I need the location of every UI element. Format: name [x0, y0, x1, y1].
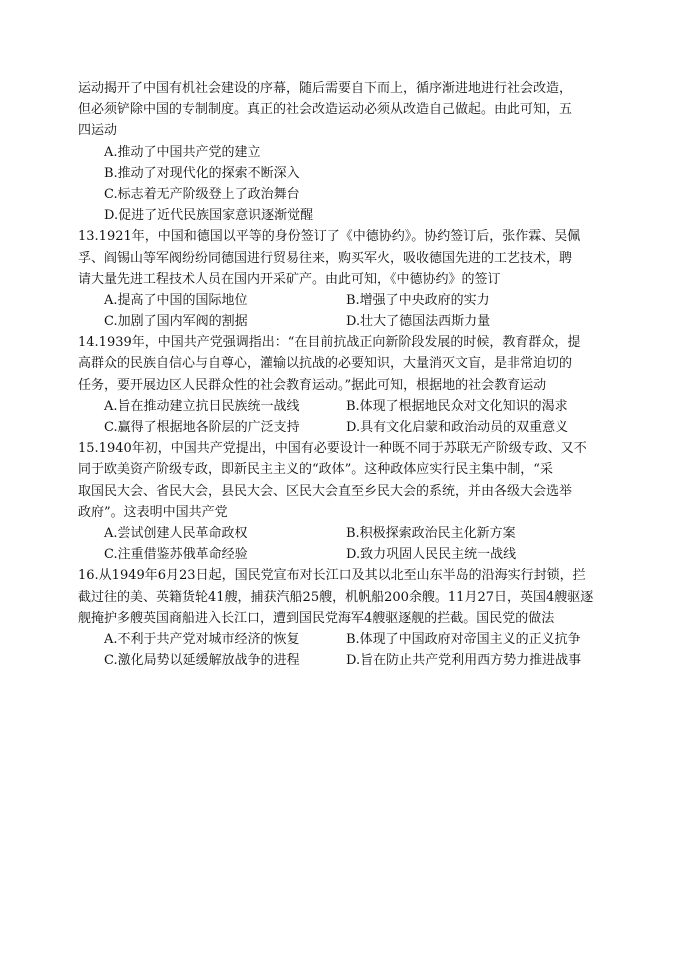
- question-text-line: 舰掩护多艘英国商船进入长江口，遭到国民党海军4艘驱逐舰的拦截。国民党的做法: [78, 610, 555, 626]
- option-d[interactable]: D.具有文化启蒙和政治动员的双重意义: [346, 420, 569, 435]
- question-text-line: 运动揭开了中国有机社会建设的序幕，随后需要自下而上，循序渐进地进行社会改造，: [78, 81, 573, 96]
- question-text-line: 四运动: [78, 123, 118, 139]
- exam-page: [78, 78, 616, 671]
- question-14-options: [78, 396, 616, 438]
- option-a[interactable]: A.旨在推动建立抗日民族统一战线: [104, 398, 300, 414]
- question-text-line: 15.1940年初，中国共产党提出，中国有必要设计一种既不同于苏联无产阶级专政、又不: [78, 441, 587, 457]
- question-12-stem: [78, 78, 616, 142]
- option-b[interactable]: B.体现了根据地民众对文化知识的渴求: [346, 398, 568, 414]
- question-text-line: 政府”。这表明中国共产党: [78, 504, 228, 520]
- option-c[interactable]: C.标志着无产阶级登上了政治舞台: [104, 186, 300, 202]
- option-a[interactable]: A.提高了中国的国际地位: [104, 292, 248, 308]
- question-16-options: [78, 629, 616, 671]
- question-15-options: [78, 523, 616, 565]
- option-d[interactable]: D.壮大了德国法西斯力量: [346, 314, 491, 330]
- question-text-line: 截过往的美、英籍货轮41艘，捕获汽船25艘，机帆船200余艘。11月27日，英国4艘驱逐: [78, 589, 594, 605]
- question-text-line: 取国民大会、省民大会，县民大会、区民大会直至乡民大会的系统，并由各级大会选举: [78, 483, 573, 499]
- question-14-stem: [78, 332, 616, 396]
- question-text-line: 高群众的民族自信心与自尊心，灌输以抗战的必要知识，大量消灭文盲，是非常迫切的: [78, 356, 573, 372]
- question-text-line: 孚、阎锡山等军阀纷纷同德国进行贸易往来，购买军火，吸收德国先进的工艺技术，聘: [78, 250, 573, 266]
- question-text-line: 13.1921年，中国和德国以平等的身份签订了《中德协约》。协约签订后，张作霖、吴佩: [78, 229, 581, 245]
- question-text-line: 16.从1949年6月23日起，国民党宣布对长江口及其以北至山东半岛的沿海实行封锁，拦: [78, 568, 586, 584]
- option-b[interactable]: B.体现了中国政府对帝国主义的正义抗争: [346, 631, 581, 647]
- option-a[interactable]: A.不利于共产党对城市经济的恢复: [104, 631, 300, 647]
- question-13-stem: [78, 226, 616, 290]
- question-15-stem: [78, 438, 616, 523]
- option-a[interactable]: A.尝试创建人民革命政权: [104, 525, 248, 541]
- question-13-options: [78, 290, 616, 332]
- question-text-line: 任务，要开展边区人民群众性的社会教育运动。”据此可知，根据地的社会教育运动: [78, 377, 547, 393]
- option-d[interactable]: D.促进了近代民族国家意识逐渐觉醒: [104, 208, 314, 224]
- option-b[interactable]: B.增强了中央政府的实力: [346, 292, 490, 308]
- option-c[interactable]: C.赢得了根据地各阶层的广泛支持: [104, 420, 300, 435]
- option-a[interactable]: A.推动了中国共产党的建立: [104, 144, 261, 160]
- question-text-line: 请大量先进工程技术人员在国内开采矿产。由此可知，《中德协约》的签订: [78, 271, 501, 287]
- option-c[interactable]: C.加剧了国内军阀的割据: [104, 314, 248, 330]
- option-d[interactable]: D.旨在防止共产党利用西方势力推进战事: [346, 653, 582, 669]
- question-text-line: 同于欧美资产阶级专政，即新民主主义的“政体”。这种政体应实行民主集中制，“采: [78, 462, 553, 478]
- option-c[interactable]: C.激化局势以延缓解放战争的进程: [104, 653, 300, 669]
- question-text-line: 14.1939年，中国共产党强调指出：“在目前抗战正向新阶段发展的时候，教育群众，提: [78, 335, 581, 351]
- option-b[interactable]: B.积极探索政治民主化新方案: [346, 525, 516, 541]
- question-12-options: [78, 142, 616, 227]
- option-b[interactable]: B.推动了对现代化的探索不断深入: [104, 165, 300, 181]
- option-c[interactable]: C.注重借鉴苏俄革命经验: [104, 547, 248, 563]
- option-d[interactable]: D.致力巩固人民民主统一战线: [346, 547, 517, 563]
- question-16-stem: [78, 565, 616, 629]
- question-text-line: 但必须铲除中国的专制制度。真正的社会改造运动必须从改造自己做起。由此可知，五: [78, 102, 573, 118]
